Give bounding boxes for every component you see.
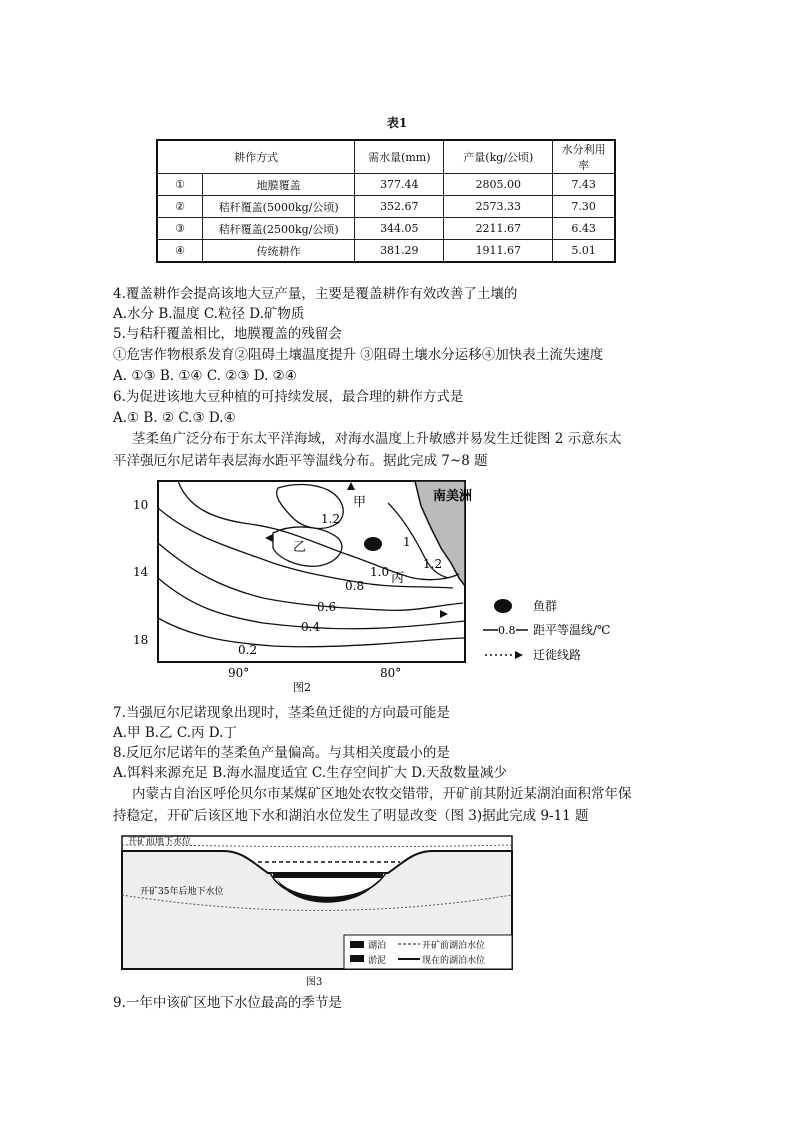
legend-route-label: 迁徙线路 — [533, 648, 582, 662]
row-number: ④ — [157, 240, 203, 263]
svg-text:开矿前湖泊水位: 开矿前湖泊水位 — [422, 941, 486, 951]
lat-label: 14 — [133, 565, 149, 579]
label-pre-groundwater: 开矿前地下水位 — [128, 837, 192, 847]
table-row — [157, 174, 615, 196]
intro-fig2-line2: 平洋强厄尔尼诺年表层海水距平等温线分布。据此完成 7~8 题 — [113, 453, 488, 469]
question-8: 8.反厄尔尼诺年的茎柔鱼产量偏高。与其相关度最小的是 — [113, 745, 450, 761]
svg-text:0.4: 0.4 — [301, 620, 321, 634]
svg-text:湖泊: 湖泊 — [368, 941, 387, 951]
svg-text:乙: 乙 — [293, 540, 307, 555]
legend-contour-label: 距平等温线/℃ — [533, 623, 611, 637]
svg-text:现在的湖泊水位: 现在的湖泊水位 — [422, 956, 486, 966]
svg-text:1: 1 — [403, 535, 411, 549]
continent-label: 南美洲 — [433, 489, 473, 504]
intro-fig2-line1: 茎柔鱼广泛分布于东太平洋海域，对海水温度上升敏感并易发生迁徙图 2 示意东太 — [132, 431, 622, 447]
row-efficiency: 7.30 — [553, 196, 615, 218]
row-efficiency: 5.01 — [553, 240, 615, 263]
svg-text:丙: 丙 — [391, 571, 405, 586]
figure-2-caption: 图2 — [293, 681, 311, 693]
legend-contour-value: 0.8 — [498, 624, 516, 637]
question-6-options: A.① B. ② C.③ D.④ — [113, 410, 236, 426]
row-water: 344.05 — [355, 218, 444, 240]
row-method: 秸秆覆盖(2500kg/公顷) — [203, 218, 355, 240]
svg-text:甲: 甲 — [353, 495, 367, 510]
table-1 — [156, 139, 616, 263]
intro-fig3-line1: 内蒙古自治区呼伦贝尔市某煤矿区地处农牧交错带，开矿前其附近某湖泊面积常年保 — [132, 786, 632, 802]
figure-3-diagram — [118, 833, 518, 988]
row-water: 377.44 — [355, 174, 444, 196]
row-efficiency: 7.43 — [553, 174, 615, 196]
row-yield: 2573.33 — [444, 196, 553, 218]
header-water: 需水量(mm) — [355, 140, 444, 174]
table-caption: 表1 — [386, 116, 408, 130]
header-method: 耕作方式 — [157, 140, 355, 174]
svg-text:淤泥: 淤泥 — [368, 956, 387, 966]
table-header-row — [157, 140, 615, 174]
legend-lake-swatch — [350, 941, 364, 948]
svg-text:0.6: 0.6 — [317, 600, 337, 614]
row-number: ① — [157, 174, 203, 196]
row-number: ② — [157, 196, 203, 218]
svg-text:1.2: 1.2 — [423, 557, 443, 571]
row-method: 传统耕作 — [203, 240, 355, 263]
question-6: 6.为促进该地大豆种植的可持续发展，最合理的耕作方式是 — [113, 389, 464, 405]
svg-text:0.8: 0.8 — [345, 579, 365, 593]
row-water: 352.67 — [355, 196, 444, 218]
svg-text:1.2: 1.2 — [321, 512, 341, 526]
row-efficiency: 6.43 — [553, 218, 615, 240]
intro-fig3-line2: 持稳定，开矿后该区地下水和湖泊水位发生了明显改变（图 3)据此完成 9-11 题 — [113, 808, 589, 824]
table-row — [157, 196, 615, 218]
svg-text:0.2: 0.2 — [238, 643, 258, 657]
lat-label: 18 — [133, 633, 149, 647]
row-yield: 2805.00 — [444, 174, 553, 196]
question-5: 5.与秸秆覆盖相比，地膜覆盖的残留会 — [113, 326, 342, 342]
row-yield: 1911.67 — [444, 240, 553, 263]
lat-label: 10 — [133, 498, 149, 512]
row-yield: 2211.67 — [444, 218, 553, 240]
question-8-options: A.饵料来源充足 B.海水温度适宜 C.生存空间扩大 D.天敌数量减少 — [113, 765, 507, 781]
question-5-options: A. ①③ B. ①④ C. ②③ D. ②④ — [113, 368, 297, 384]
row-water: 381.29 — [355, 240, 444, 263]
map-frame — [158, 481, 465, 662]
header-efficiency: 水分利用率 — [553, 140, 615, 174]
question-7-options: A.甲 B.乙 C.丙 D.丁 — [113, 725, 237, 741]
question-5-statements: ①危害作物根系发育②阻碍土壤温度提升 ③阻碍土壤水分运移④加快表土流失速度 — [113, 347, 604, 363]
lon-label: 90° — [228, 666, 250, 680]
question-7: 7.当强厄尔尼诺现象出现时，茎柔鱼迁徙的方向最可能是 — [113, 705, 450, 721]
fish-school-marker — [364, 537, 382, 551]
figure-3-caption: 图3 — [306, 977, 323, 988]
table-row — [157, 240, 615, 263]
label-post-groundwater: 开矿35年后地下水位 — [140, 887, 224, 897]
legend-fish-icon — [494, 599, 512, 613]
figure-2-map — [133, 478, 653, 693]
row-method: 地膜覆盖 — [203, 174, 355, 196]
row-number: ③ — [157, 218, 203, 240]
question-4-options: A.水分 B.温度 C.粒径 D.矿物质 — [113, 306, 305, 322]
lake-water — [273, 873, 383, 878]
legend-sludge-swatch — [350, 955, 364, 962]
lon-label: 80° — [380, 666, 402, 680]
header-yield: 产量(kg/公顷) — [444, 140, 553, 174]
legend-fish-label: 鱼群 — [533, 599, 558, 613]
table-row — [157, 218, 615, 240]
row-method: 秸秆覆盖(5000kg/公顷) — [203, 196, 355, 218]
question-9: 9.一年中该矿区地下水位最高的季节是 — [113, 995, 342, 1011]
question-4: 4.覆盖耕作会提高该地大豆产量，主要是覆盖耕作有效改善了土壤的 — [113, 286, 518, 302]
svg-text:1.0: 1.0 — [370, 565, 390, 579]
